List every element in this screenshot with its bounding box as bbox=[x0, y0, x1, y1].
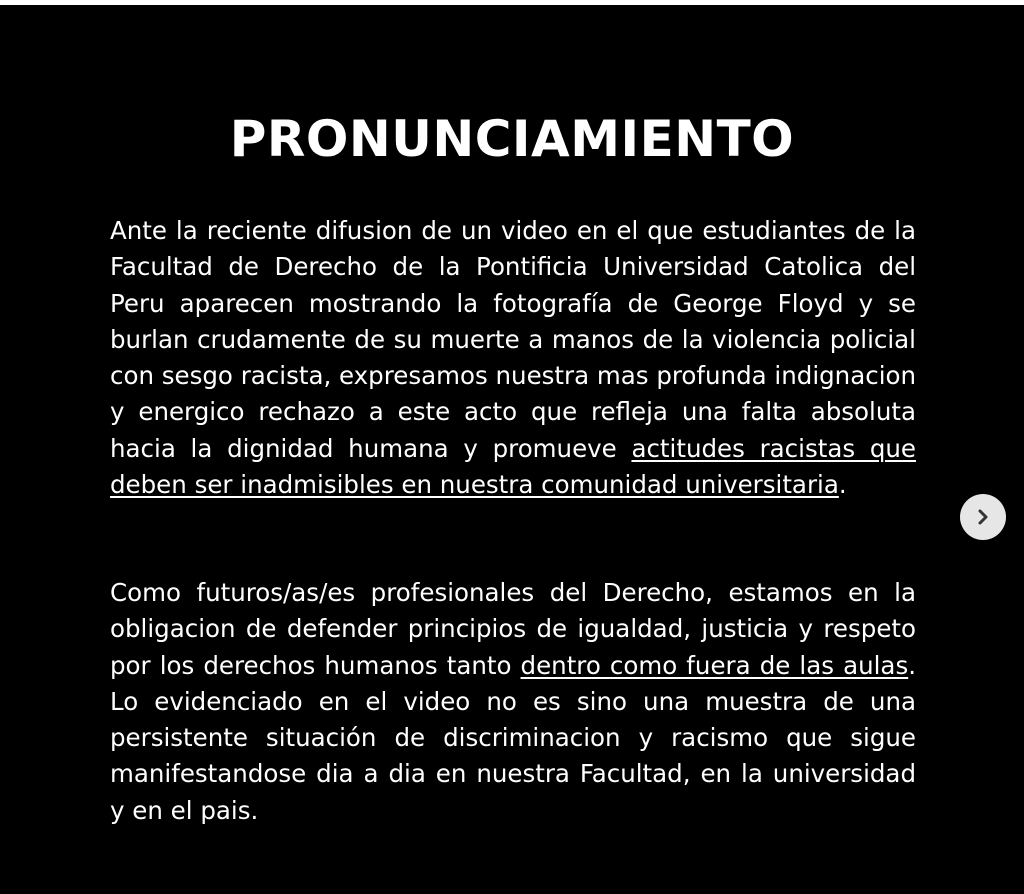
paragraph-2 bbox=[110, 575, 916, 829]
post-title: PRONUNCIAMIENTO bbox=[229, 110, 795, 168]
chevron-right-icon bbox=[974, 508, 992, 526]
paragraph-2-end: . Lo evidenciado en el video no es sino una muestra de una persistente situación de discriminacion y racismo que sigue manifestandose dia a dia en nuestra Facultad, en la universidad y en el pais. bbox=[110, 650, 917, 825]
carousel-next-button[interactable] bbox=[960, 494, 1006, 540]
paragraph-2-text: Como futuros/as/es profesionales del Derecho, estamos en la obligacion de defender principios de igualdad, justicia y respeto por los derechos humanos tanto bbox=[110, 578, 916, 680]
paragraph-2-underlined: dentro como fuera de las aulas bbox=[520, 650, 909, 680]
paragraph-1-text: Ante la reciente difusion de un video en el que estudiantes de la Facultad de Derecho de la Pontificia Universidad Catolica del Peru aparecen mostrando la fotografía de George Floyd y se burlan crudamente de su muerte a manos de la violencia policial con sesgo racista, expresamos nuestra mas profunda indignacion y energico rechazo a este acto que refleja una falta absoluta hacia la dignidad humana y promueve bbox=[110, 216, 917, 463]
paragraph-1-underlined: actitudes racistas que deben ser inadmisibles en nuestra comunidad universitaria bbox=[110, 433, 916, 500]
post-image bbox=[0, 5, 1024, 894]
paragraph-1-end: . bbox=[838, 470, 847, 500]
paragraph-1 bbox=[110, 213, 916, 503]
